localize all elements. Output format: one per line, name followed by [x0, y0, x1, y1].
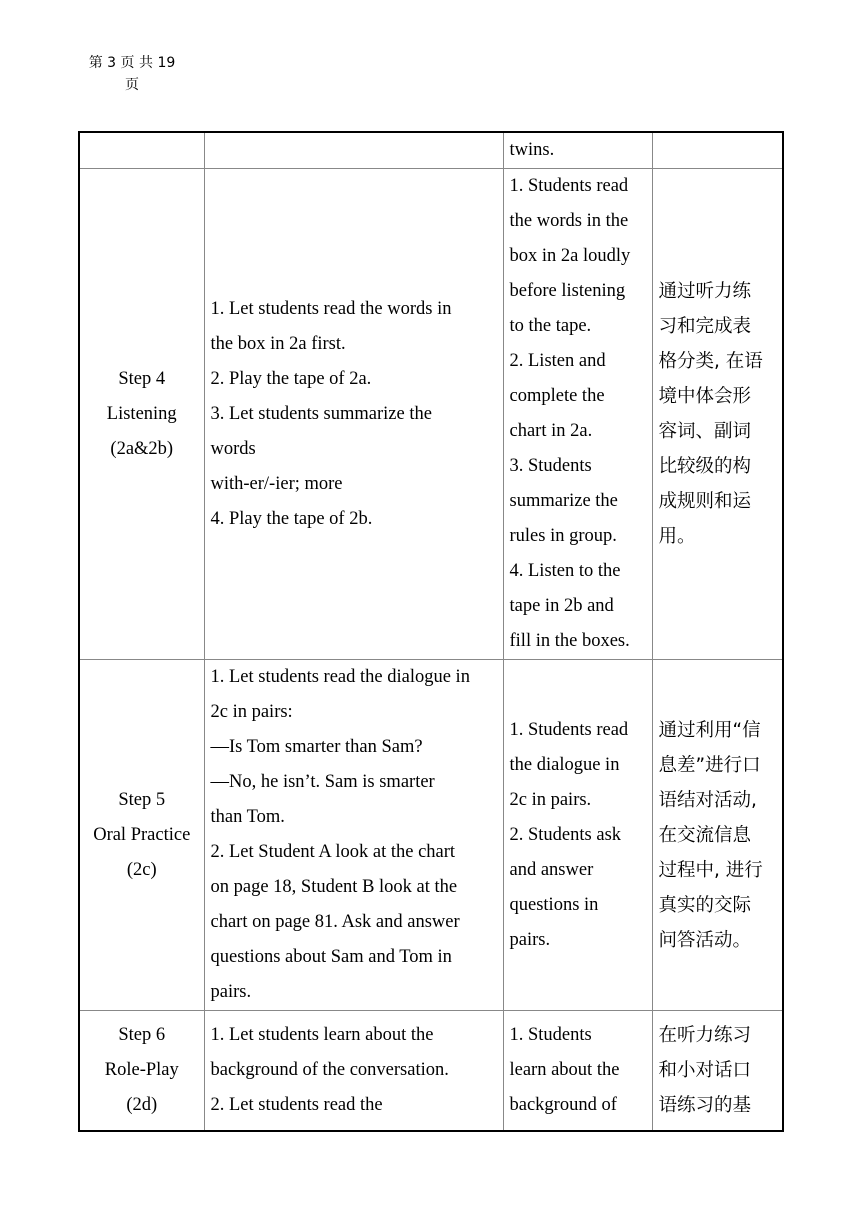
purpose-cell	[652, 1011, 783, 1131]
cell-text-line: —Is Tom smarter than Sam?	[210, 737, 423, 757]
cell-text-line: 比较级的构	[658, 456, 752, 477]
cell-text-line: 习和完成表	[658, 316, 752, 337]
cell-text-line: pairs.	[509, 929, 551, 950]
student-activity-cell	[503, 1011, 652, 1131]
cell-text-line: 语练习的基	[658, 1094, 752, 1116]
step-cell	[79, 660, 204, 1011]
cell-text-line: 2. Let Student A look at the chart	[210, 842, 456, 862]
table-row	[79, 132, 783, 169]
step-cell	[79, 169, 204, 660]
cell-text-line: 和小对话口	[658, 1059, 752, 1081]
cell-text-line: tape in 2b and	[509, 596, 614, 616]
table-row	[79, 1011, 783, 1131]
cell-text-line: 问答活动。	[658, 929, 752, 951]
cell-text-line: pairs.	[210, 982, 252, 1002]
cell-text-line: 2. Listen and	[509, 351, 606, 371]
cell-text-line: 1. Let students read the dialogue in	[210, 667, 470, 687]
cell-text-line: 2. Let students read the	[210, 1094, 383, 1115]
cell-text-line: 语结对活动,	[658, 789, 757, 811]
cell-text-line: fill in the boxes.	[509, 631, 630, 651]
purpose-cell	[652, 132, 783, 169]
cell-text-line: questions about Sam and Tom in	[210, 947, 452, 967]
cell-text-line: than Tom.	[210, 807, 285, 827]
teacher-activity-cell	[204, 660, 503, 1011]
cell-text-line: 容词、副词	[658, 421, 752, 442]
cell-text-line: 1. Let students learn about the	[210, 1024, 434, 1045]
student-activity-cell	[503, 169, 652, 660]
cell-text-line: Step 4	[118, 368, 166, 389]
cell-text-line: chart in 2a.	[509, 421, 593, 441]
cell-text-line: 过程中, 进行	[658, 859, 763, 881]
cell-text-line: Oral Practice	[93, 824, 191, 845]
cell-text-line: on page 18, Student B look at the	[210, 877, 458, 897]
cell-text-line: (2a&2b)	[110, 438, 174, 459]
cell-text-line: 2. Play the tape of 2a.	[210, 368, 372, 389]
cell-text-line: 1. Students read	[509, 719, 629, 740]
cell-text-line: background of	[509, 1094, 617, 1115]
cell-text-line: the words in the	[509, 211, 629, 231]
cell-text-line: 格分类, 在语	[658, 351, 763, 372]
teacher-activity-cell	[204, 132, 503, 169]
cell-text-line: Role-Play	[104, 1059, 179, 1080]
cell-text-line: 1. Students read	[509, 176, 629, 196]
cell-text-line: the dialogue in	[509, 754, 620, 775]
page-number-line-2: 页	[125, 77, 139, 93]
cell-text-line: rules in group.	[509, 526, 617, 546]
cell-text-line: 4. Play the tape of 2b.	[210, 508, 373, 529]
cell-text-line: Step 5	[118, 789, 166, 810]
cell-text-line: 在交流信息	[658, 824, 752, 846]
cell-text-line: questions in	[509, 894, 599, 915]
cell-text-line: 境中体会形	[658, 386, 752, 407]
cell-text-line: summarize the	[509, 491, 618, 511]
purpose-cell	[652, 660, 783, 1011]
student-activity-cell	[503, 132, 652, 169]
cell-text-line: 3. Let students summarize the	[210, 403, 432, 424]
lesson-plan-table	[78, 131, 784, 1132]
cell-text-line: —No, he isn’t. Sam is smarter	[210, 772, 435, 792]
cell-text-line: 在听力练习	[658, 1024, 752, 1046]
cell-text-line: box in 2a loudly	[509, 246, 631, 266]
cell-text-line: 通过听力练	[658, 281, 752, 302]
cell-text-line: 2c in pairs.	[509, 789, 592, 810]
cell-text-line: 3. Students	[509, 456, 592, 476]
cell-text-line: 息差”进行口	[658, 754, 761, 776]
purpose-cell	[652, 169, 783, 660]
cell-text-line: to the tape.	[509, 316, 592, 336]
cell-text-line: with-er/-ier; more	[210, 473, 343, 494]
cell-text-line: 2. Students ask	[509, 824, 622, 845]
cell-text-line: words	[210, 438, 256, 459]
table-row	[79, 660, 783, 1011]
cell-text-line: (2d)	[126, 1094, 158, 1115]
cell-text-line: twins.	[509, 140, 555, 160]
cell-text-line: complete the	[509, 386, 605, 406]
cell-text-line: and answer	[509, 859, 594, 880]
cell-text-line: the box in 2a first.	[210, 333, 346, 354]
step-cell	[79, 132, 204, 169]
step-cell	[79, 1011, 204, 1131]
teacher-activity-cell	[204, 1011, 503, 1131]
cell-text-line: 通过利用“信	[658, 719, 761, 741]
cell-text-line: (2c)	[126, 859, 157, 880]
cell-text-line: 4. Listen to the	[509, 561, 621, 581]
cell-text-line: 用。	[658, 526, 696, 547]
cell-text-line: 2c in pairs:	[210, 702, 293, 722]
cell-text-line: before listening	[509, 281, 626, 301]
student-activity-cell	[503, 660, 652, 1011]
cell-text-line: 1. Let students read the words in	[210, 298, 452, 319]
page-number-line-1: 第 3 页 共 19	[88, 55, 176, 71]
cell-text-line: Step 6	[118, 1024, 166, 1045]
cell-text-line: Listening	[106, 403, 177, 424]
cell-text-line: learn about the	[509, 1059, 620, 1080]
teacher-activity-cell	[204, 169, 503, 660]
page-number	[84, 52, 180, 96]
cell-text-line: 1. Students	[509, 1024, 592, 1045]
cell-text-line: 成规则和运	[658, 491, 752, 512]
table-row	[79, 169, 783, 660]
cell-text-line: 真实的交际	[658, 894, 752, 916]
cell-text-line: background of the conversation.	[210, 1059, 449, 1080]
cell-text-line: chart on page 81. Ask and answer	[210, 912, 460, 932]
